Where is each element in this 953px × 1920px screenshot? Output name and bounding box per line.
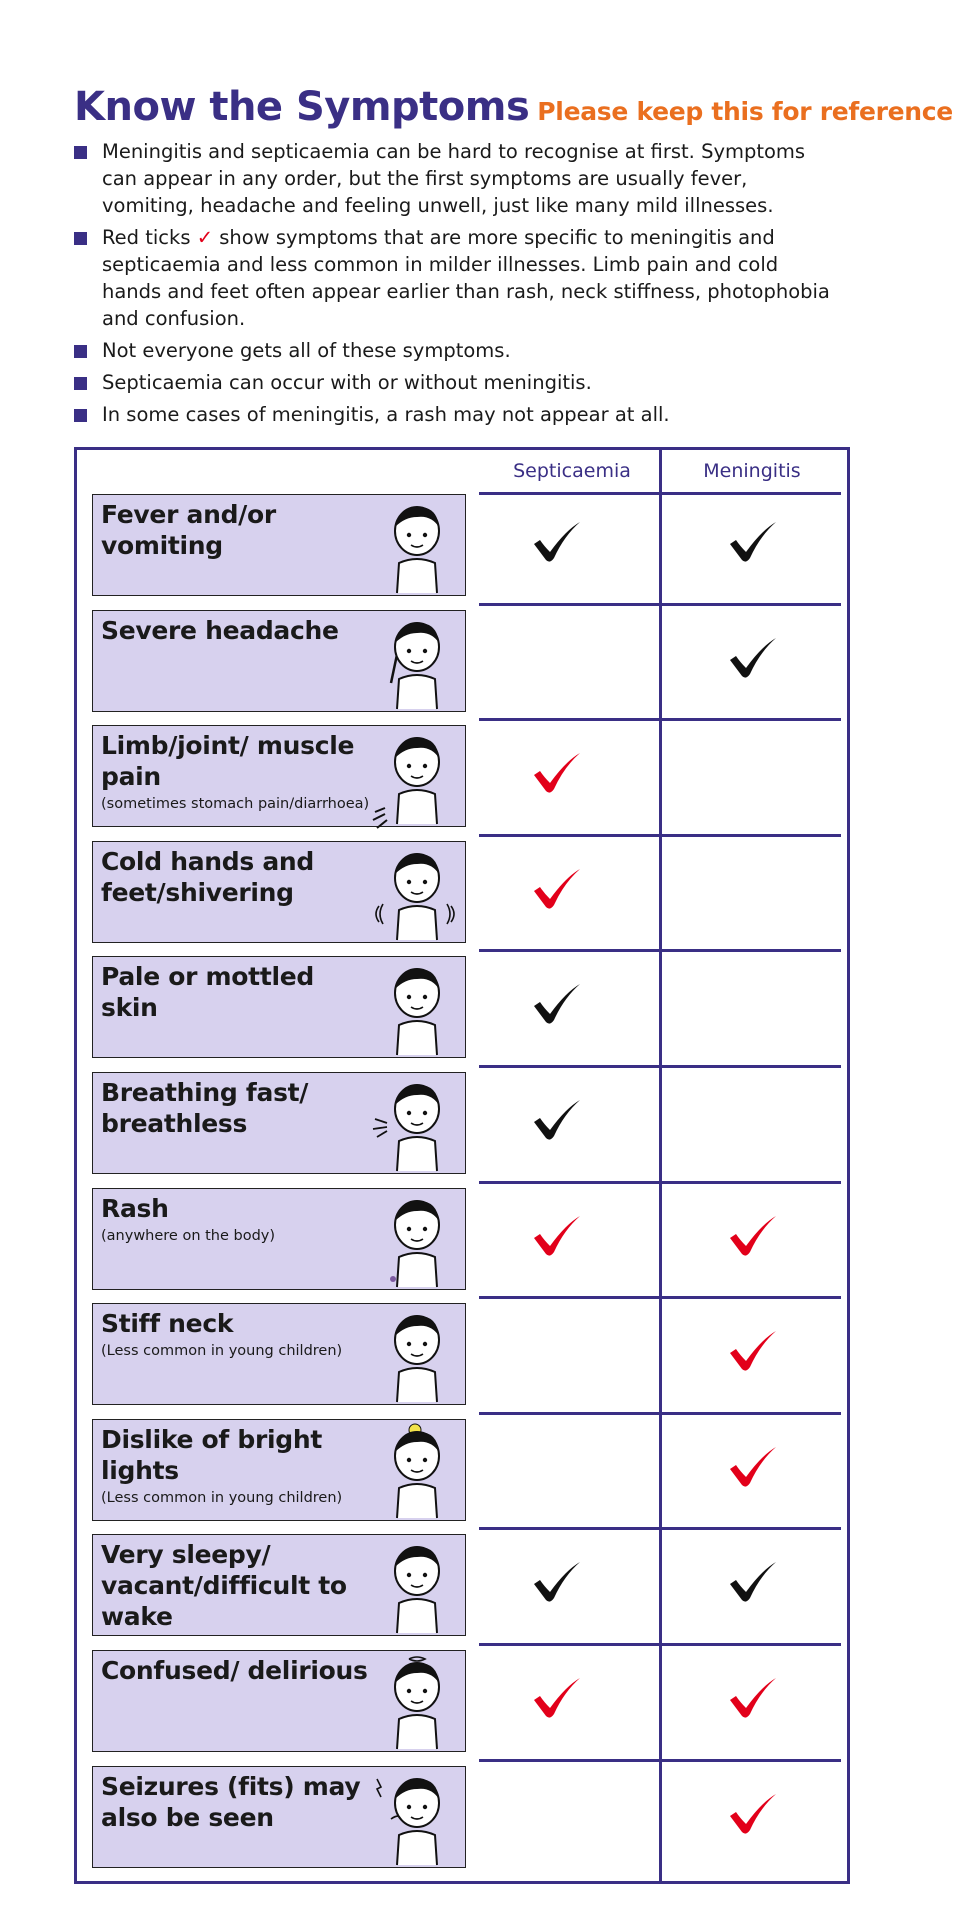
- symptom-label: Rash: [101, 1193, 169, 1223]
- symptom-label: Seizures (fits) may also be seen: [101, 1771, 361, 1832]
- column-header-meningitis: Meningitis: [703, 460, 801, 482]
- bullet-text: In some cases of meningitis, a rash may not appear at all.: [102, 403, 670, 426]
- column-header-septicaemia: Septicaemia: [513, 460, 631, 482]
- black-tick-icon: [528, 516, 584, 568]
- red-tick-icon: [724, 1325, 780, 1377]
- red-tick-icon: [724, 1788, 780, 1840]
- symptom-note: (Less common in young children): [101, 1489, 343, 1506]
- red-tick-icon: [724, 1441, 780, 1493]
- bullet-item: [74, 224, 834, 332]
- symptom-card: [92, 956, 466, 1058]
- red-tick-icon: [528, 747, 584, 799]
- child-stiff-neck-icon: [371, 1306, 461, 1402]
- symptom-card: [92, 494, 466, 596]
- symptom-label: Breathing fast/ breathless: [101, 1078, 309, 1138]
- symptom-label: Stiff neck: [101, 1309, 234, 1339]
- child-rash-icon: [371, 1191, 461, 1287]
- black-tick-icon: [724, 632, 780, 684]
- bullet-square-icon: [74, 146, 87, 159]
- red-tick-icon: [724, 1210, 780, 1262]
- symptom-label: Fever and/or vomiting: [101, 500, 276, 560]
- black-tick-icon: [528, 978, 584, 1030]
- row-divider: [479, 834, 841, 837]
- symptom-note: (Less common in young children): [101, 1343, 343, 1360]
- row-divider: [479, 1181, 841, 1184]
- child-seizure-icon: [371, 1769, 461, 1865]
- bullet-item: [74, 138, 834, 219]
- black-tick-icon: [528, 1094, 584, 1146]
- child-bright-lights-icon: [371, 1422, 461, 1518]
- bullet-text: Septicaemia can occur with or without meningitis.: [102, 371, 592, 394]
- row-divider: [479, 1527, 841, 1530]
- row-divider: [479, 1296, 841, 1299]
- bullet-text: show symptoms that are more specific to meningitis and septicaemia and less common in milder illnesses. Limb pain and cold hands and feet often appear earlier than rash, neck stiffness, photophobia and confusion.: [102, 226, 830, 330]
- symptom-note: (sometimes stomach pain/diarrhoea): [101, 796, 370, 813]
- bullet-text: Red ticks: [102, 226, 191, 249]
- symptom-card: [92, 841, 466, 943]
- bullet-item: [74, 401, 834, 428]
- black-tick-icon: [724, 1556, 780, 1608]
- bullet-text: Meningitis and septicaemia can be hard to recognise at first. Symptoms can appear in any order, but the first symptoms are usually fever, vomiting, headache and feeling unwell, just like many mild illnesses.: [102, 140, 806, 217]
- row-divider: [479, 949, 841, 952]
- column-divider: [659, 447, 662, 1884]
- symptom-card: [92, 610, 466, 712]
- bullet-square-icon: [74, 409, 87, 422]
- child-fever-icon: [371, 497, 461, 593]
- bullet-item: [74, 369, 834, 396]
- symptom-label: Very sleepy/ vacant/difficult to wake: [101, 1540, 347, 1632]
- symptom-label: Limb/joint/ muscle pain: [101, 731, 355, 792]
- bullet-square-icon: [74, 232, 87, 245]
- child-breathless-icon: [371, 1075, 461, 1171]
- bullet-square-icon: [74, 345, 87, 358]
- symptom-label: Pale or mottled skin: [101, 962, 315, 1023]
- header-divider: [662, 492, 841, 495]
- symptom-card: [92, 725, 466, 827]
- red-tick-icon: [724, 1672, 780, 1724]
- symptom-card: [92, 1303, 466, 1405]
- child-limb-pain-icon: [371, 728, 461, 824]
- symptom-card: [92, 1188, 466, 1290]
- page-subtitle: Please keep this for reference: [537, 97, 953, 126]
- symptom-card: [92, 1072, 466, 1174]
- symptom-note: (anywhere on the body): [101, 1227, 276, 1244]
- symptom-label: Cold hands and feet/shivering: [101, 846, 314, 907]
- header-divider: [479, 492, 659, 495]
- row-divider: [479, 1759, 841, 1762]
- bullet-text: Not everyone gets all of these symptoms.: [102, 339, 511, 362]
- child-pale-skin-icon: [371, 959, 461, 1055]
- black-tick-icon: [528, 1556, 584, 1608]
- row-divider: [479, 1412, 841, 1415]
- child-shivering-icon: [371, 844, 461, 940]
- symptom-card: [92, 1419, 466, 1521]
- child-headache-icon: [371, 613, 461, 709]
- row-divider: [479, 1065, 841, 1068]
- symptom-label: Severe headache: [101, 615, 339, 645]
- page-header: [74, 84, 953, 130]
- symptom-card: [92, 1766, 466, 1868]
- symptom-card: [92, 1534, 466, 1636]
- symptom-label: Dislike of bright lights: [101, 1424, 323, 1485]
- red-tick-icon: [528, 1672, 584, 1724]
- bullet-item: [74, 337, 834, 364]
- page-title: Know the Symptoms: [74, 84, 530, 130]
- bullet-square-icon: [74, 377, 87, 390]
- symptom-card: [92, 1650, 466, 1752]
- red-tick-icon: [528, 863, 584, 915]
- child-confused-icon: [371, 1653, 461, 1749]
- child-sleepy-icon: [371, 1537, 461, 1633]
- row-divider: [479, 1643, 841, 1646]
- symptom-label: Confused/ delirious: [101, 1656, 368, 1685]
- red-tick-icon: [528, 1210, 584, 1262]
- black-tick-icon: [724, 516, 780, 568]
- intro-bullets: [74, 138, 834, 433]
- red-tick-icon: ✓: [196, 226, 214, 249]
- row-divider: [479, 603, 841, 606]
- row-divider: [479, 718, 841, 721]
